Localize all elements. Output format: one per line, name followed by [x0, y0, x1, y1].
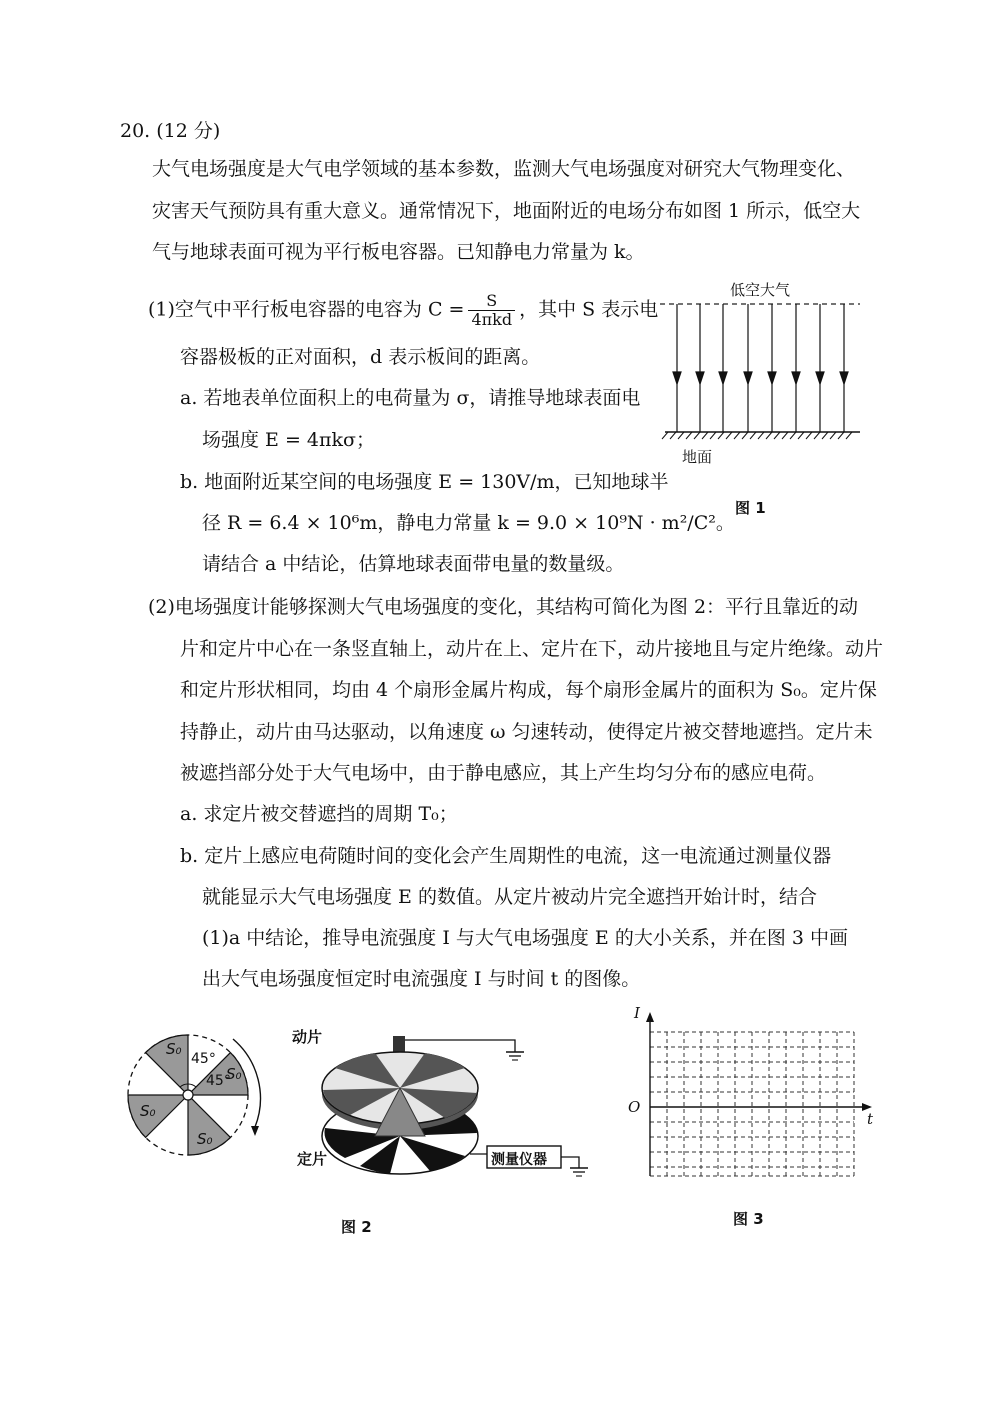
fig3-origin-label: O	[628, 1098, 641, 1116]
fig2-sector-label-3: S₀	[140, 1102, 156, 1120]
part2b-line-4: 出大气电场强度恒定时电流强度 I 与时间 t 的图像。	[202, 968, 641, 990]
fig2-meter-label: 测量仪器	[491, 1152, 547, 1168]
intro-line-3: 气与地球表面可视为平行板电容器。已知静电力常量为 k。	[152, 241, 645, 263]
fig2-sector-label-2: S₀	[226, 1065, 242, 1083]
part2b-line-2: 就能显示大气电场强度 E 的数值。从定片被动片完全遮挡开始计时，结合	[202, 886, 817, 908]
part1b-line1: b. 地面附近某空间的电场强度 E = 130V/m，已知地球半	[180, 471, 669, 493]
part2-line-4: 持静止，动片由马达驱动，以角速度 ω 匀速转动，使得定片被交替地遮挡。定片未	[180, 721, 873, 743]
fig2-caption: 图 2	[341, 1218, 372, 1236]
part1b-line3: 请结合 a 中结论，估算地球表面带电量的数量级。	[202, 553, 625, 575]
part1b-line2: 径 R = 6.4 × 10⁶m，静电力常量 k = 9.0 × 10⁹N · m²/C²。	[202, 512, 735, 534]
part1-line1: (1)空气中平行板电容器的电容为 C = $\frac{S}{\text{4πkd}}$ ，其中 S 表示电	[148, 291, 659, 329]
fig3-y-label: I	[634, 1004, 640, 1022]
fig2-angle-label-1: 45°	[191, 1051, 216, 1067]
fig3-x-label: t	[867, 1110, 874, 1128]
part1-line2: 容器极板的正对面积，d 表示板间的距离。	[180, 346, 541, 368]
fig2-field-meter	[305, 1018, 605, 1188]
fig2-sector-label-4: S₀	[197, 1130, 213, 1148]
part2-line-3: 和定片形状相同，均由 4 个扇形金属片构成，每个扇形金属片的面积为 S₀。定片保	[180, 679, 877, 701]
intro-line-2: 灾害天气预防具有重大意义。通常情况下，地面附近的电场分布如图 1 所示，低空大	[152, 200, 861, 222]
fig1-field-lines	[673, 304, 848, 432]
fig2-angle-label-2: 45°	[206, 1073, 231, 1089]
fig1-diagram	[660, 298, 860, 443]
fig1-bottom-label: 地面	[682, 448, 713, 466]
fig3-grid	[630, 1010, 880, 1185]
intro-line-1: 大气电场强度是大气电学领域的基本参数，监测大气电场强度对研究大气物理变化、	[152, 158, 856, 180]
part2a-line: a. 求定片被交替遮挡的周期 T₀；	[180, 803, 458, 825]
fig2-sector-3	[128, 1095, 188, 1137]
capacitance-fraction: $\frac{S}{\text{4πkd}}$	[468, 292, 515, 329]
fig2-sector-label-1: S₀	[166, 1040, 182, 1058]
fig3-caption: 图 3	[733, 1210, 764, 1228]
part1a-line2: 场强度 E = 4πkσ；	[202, 429, 375, 451]
part2-line-5: 被遮挡部分处于大气电场中，由于静电感应，其上产生均匀分布的感应电荷。	[180, 762, 827, 784]
fig2-moving-label: 动片	[292, 1028, 323, 1046]
part2b-line-1: b. 定片上感应电荷随时间的变化会产生周期性的电流，这一电流通过测量仪器	[180, 845, 832, 867]
fig2-fixed-label: 定片	[297, 1150, 328, 1168]
question-number: 20. (12 分)	[120, 120, 221, 142]
fig1-caption: 图 1	[735, 499, 766, 517]
part1a-line1: a. 若地表单位面积上的电荷量为 σ，请推导地球表面电	[180, 387, 641, 409]
part2b-line-3: (1)a 中结论，推导电流强度 I 与大气电场强度 E 的大小关系，并在图 3 中画	[202, 927, 848, 949]
part2-line-1: (2)电场强度计能够探测大气电场强度的变化，其结构可简化为图 2：平行且靠近的动	[148, 596, 859, 618]
fig1-top-label: 低空大气	[730, 281, 791, 299]
fig1-ground-hatch	[662, 432, 852, 439]
part2-line-2: 片和定片中心在一条竖直轴上，动片在上、定片在下，动片接地且与定片绝缘。动片	[180, 638, 884, 660]
